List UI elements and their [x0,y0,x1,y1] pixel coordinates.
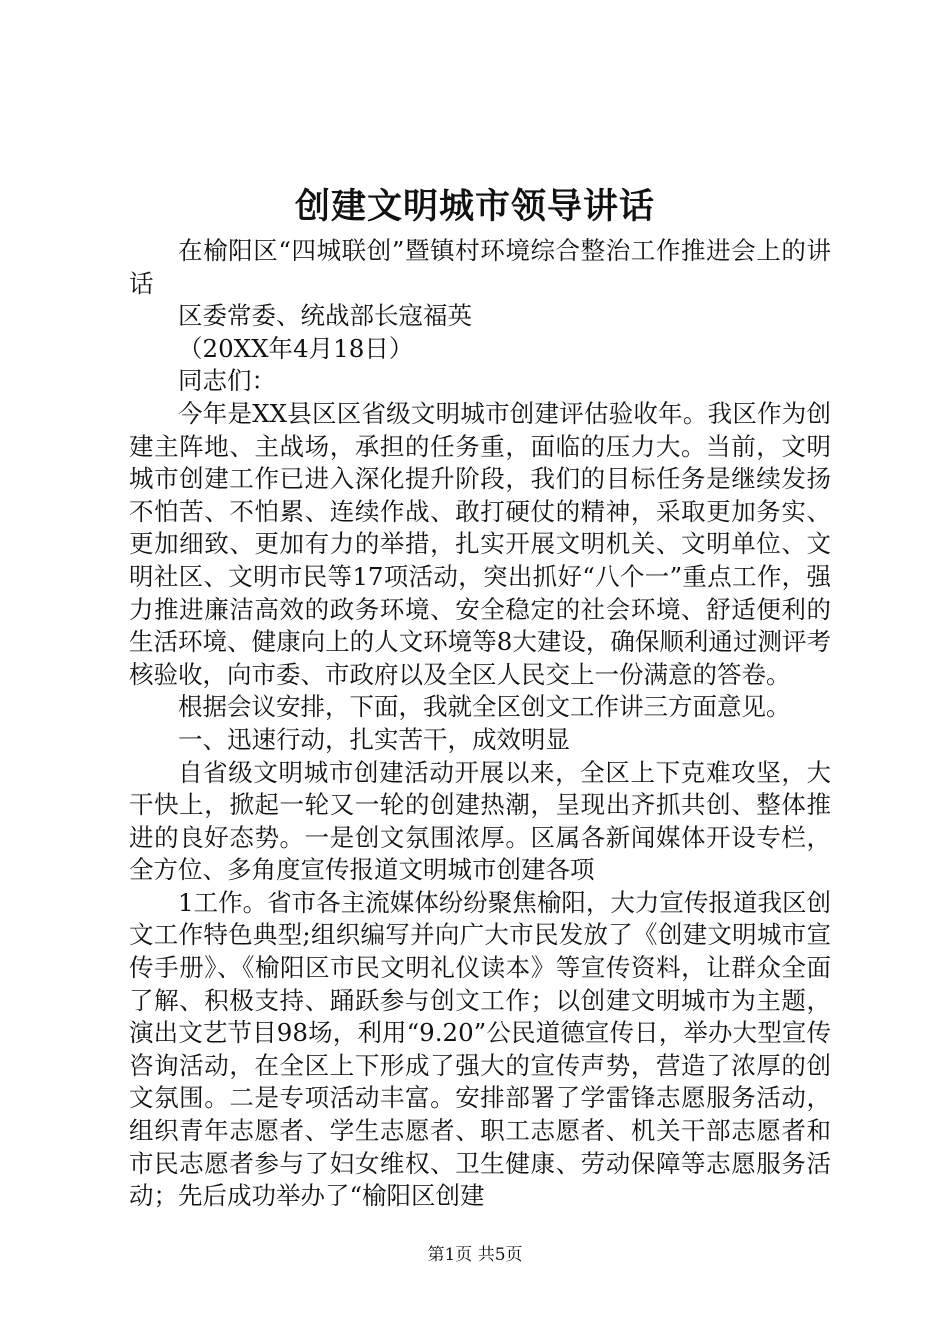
document-title: 创建文明城市领导讲话 [294,186,655,227]
section-heading: 一、迅速行动，扎实苦干，成效明显 [178,724,570,754]
speaker-line: 区委常委、统战部长寇福英 [178,301,472,331]
date-line: （20XX年4月18日） [178,333,414,363]
body-paragraph: 1工作。省市各主流媒体纷纷聚焦榆阳，大力宣传报道我区创文工作特色典型;组织编写并向广大市民发放了《创建文明城市宣传手册》、《榆阳区市民文明礼仪读本》等宣传资料，让群众全面了解、积极支持、踊跃参与创文工作；以创建文明城市为主题，演出文艺节目98场，利用“9.20”公民道德宣传日，举办大型宣传咨询活动，在全区上下形成了强大的宣传声势，营造了浓厚的创文氛围。二是专项活动丰富。安排部署了学雷锋志愿服务活动，组织青年志愿者、学生志愿者、职工志愿者、机关干部志愿者和市民志愿者参与了妇女维权、卫生健康、劳动保障等志愿服务活动；先后成功举办了“榆阳区创建 [129,887,831,1211]
salutation: 同志们： [178,366,276,396]
document-body [129,235,831,1213]
page-number-footer: 第1页 共5页 [427,1245,523,1265]
body-paragraph: 今年是XX县区区省级文明城市创建评估验收年。我区作为创建主阵地、主战场，承担的任务重，面临的压力大。当前，文明城市创建工作已进入深化提升阶段，我们的目标任务是继续发扬不怕苦、不怕累、连续作战、敢打硬仗的精神，采取更加务实、更加细致、更加有力的举措，扎实开展文明机关、文明单位、文明社区、文明市民等17项活动，突出抓好“八个一”重点工作，强力推进廉洁高效的政务环境、安全稳定的社会环境、舒适便利的生活环境、健康向上的人文环境等8大建设，确保顺利通过测评考核验收，向市委、市政府以及全区人民交上一份满意的答卷。 [129,398,831,689]
speech-heading-paragraph: 在榆阳区“四城联创”暨镇村环境综合整治工作推进会上的讲话 [129,236,831,298]
body-paragraph: 自省级文明城市创建活动开展以来，全区上下克难攻坚，大干快上，掀起一轮又一轮的创建热潮，呈现出齐抓共创、整体推进的良好态势。一是创文氛围浓厚。区属各新闻媒体开设专栏，全方位、多角度宣传报道文明城市创建各项 [129,757,831,885]
body-paragraph: 根据会议安排，下面，我就全区创文工作讲三方面意见。 [178,692,791,722]
